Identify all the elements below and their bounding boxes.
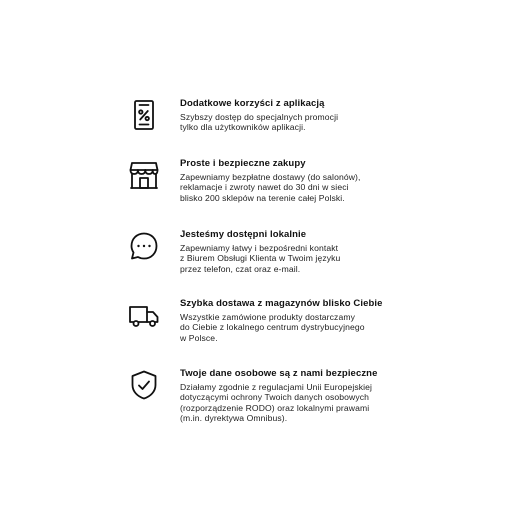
- feature-text: [180, 228, 408, 274]
- feature-text: [180, 97, 408, 133]
- feature-description: [180, 243, 408, 274]
- feature-item-fast-delivery: [128, 297, 408, 343]
- feature-description-line: przez telefon, czat oraz e-mail.: [180, 263, 301, 274]
- feature-description: [180, 112, 408, 133]
- feature-description: [180, 382, 408, 424]
- feature-item-app-benefits: [128, 97, 408, 133]
- feature-description-line: Szybszy dostęp do specjalnych promocji: [180, 112, 339, 122]
- feature-description-line: (rozporządzenie RODO) oraz lokalnymi prawami: [180, 402, 370, 413]
- feature-description-line: reklamacje i zwroty nawet do 30 dni w sieci: [180, 182, 349, 193]
- feature-description-line: Zapewniamy łatwy i bezpośredni kontakt: [180, 243, 339, 253]
- feature-description-line: z Biurem Obsługi Klienta w Twoim języku: [180, 253, 341, 264]
- delivery-truck-icon: [128, 299, 160, 331]
- feature-description-line: Wszystkie zamówione produkty dostarczamy: [180, 312, 355, 322]
- feature-title: Proste i bezpieczne zakupy: [180, 158, 306, 169]
- chat-bubble-icon: [128, 230, 160, 262]
- percent-phone-icon: [128, 99, 160, 131]
- store-icon: [128, 159, 160, 191]
- feature-title: Szybka dostawa z magazynów blisko Ciebie: [180, 298, 383, 309]
- feature-text: [180, 367, 408, 424]
- feature-description-line: blisko 200 sklepów na terenie całej Polski.: [180, 192, 345, 203]
- feature-description-line: do Ciebie z lokalnego centrum dystrybucyjnego: [180, 322, 365, 333]
- feature-description-line: w Polsce.: [180, 332, 218, 343]
- feature-item-safe-shopping: [128, 157, 408, 203]
- feature-title: Dodatkowe korzyści z aplikacją: [180, 98, 325, 109]
- feature-item-local-support: [128, 228, 408, 274]
- feature-text: [180, 157, 408, 203]
- shield-check-icon: [128, 369, 160, 401]
- feature-text: [180, 297, 408, 343]
- feature-title: Jesteśmy dostępni lokalnie: [180, 229, 307, 240]
- feature-description-line: dotyczącymi ochrony Twoich danych osobowych: [180, 392, 369, 403]
- feature-description-line: (m.in. dyrektywa Omnibus).: [180, 413, 288, 424]
- feature-description: [180, 312, 408, 343]
- feature-description-line: Działamy zgodnie z regulacjami Unii Europejskiej: [180, 382, 373, 392]
- feature-description-line: Zapewniamy bezpłatne dostawy (do salonów),: [180, 172, 361, 182]
- feature-title: Twoje dane osobowe są z nami bezpieczne: [180, 368, 378, 379]
- feature-description: [180, 172, 408, 203]
- feature-item-data-protection: [128, 367, 408, 424]
- feature-description-line: tylko dla użytkowników aplikacji.: [180, 122, 306, 133]
